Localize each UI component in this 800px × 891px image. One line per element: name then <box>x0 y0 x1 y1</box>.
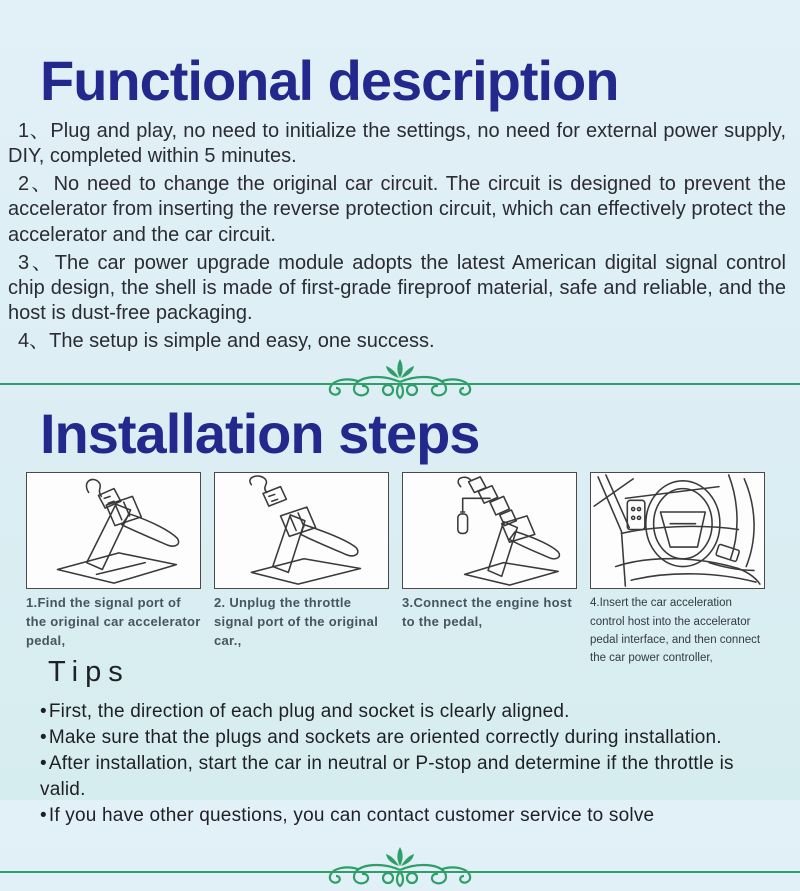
step2-pedal-unplugged-icon <box>214 472 389 589</box>
flourish-ornament-icon <box>280 357 520 403</box>
flourish-divider-top <box>0 357 800 399</box>
feature-item-1: 1、Plug and play, no need to initialize the settings, no need for external power supply, DIY, completed within 5 minutes. <box>8 119 786 167</box>
step3-pedal-with-host-chain-icon <box>402 472 577 589</box>
step-panel-1 <box>26 472 203 668</box>
flourish-ornament-icon <box>280 845 520 891</box>
tip-item-4: • If you have other questions, you can contact customer service to solve <box>40 803 780 829</box>
tip-item-2: • Make sure that the plugs and sockets are oriented correctly during installation. <box>40 725 780 751</box>
step1-pedal-with-plug-icon <box>26 472 201 589</box>
step2-caption: 2. Unplug the throttle signal port of the original car., <box>214 595 379 648</box>
tip-item-3: • After installation, start the car in neutral or P-stop and determine if the throttle is valid. <box>40 751 780 803</box>
installation-steps-row <box>0 464 800 668</box>
feature-item-4: 4、The setup is simple and easy, one success. <box>18 330 435 353</box>
feature-item-3: 3、The car power upgrade module adopts the latest American digital signal control chip design, the shell is made of first-grade fireproof material, safe and reliable, and the host is dust-free packaging. <box>8 251 786 325</box>
tips-list <box>0 699 800 829</box>
step1-caption: 1.Find the signal port of the original car accelerator pedal, <box>26 595 201 648</box>
step4-dashboard-steering-wheel-icon <box>590 472 765 589</box>
flourish-divider-bottom <box>0 845 800 887</box>
functional-description-title: Functional description <box>40 49 619 112</box>
step-panel-4 <box>590 472 767 668</box>
tip-item-1: • First, the direction of each plug and socket is clearly aligned. <box>40 699 780 725</box>
step-panel-2 <box>214 472 391 668</box>
step-panel-3 <box>402 472 579 668</box>
step4-caption: 4.Insert the car acceleration control host into the accelerator pedal interface, and then connect the car power controller, <box>590 597 761 665</box>
feature-item-2: 2、No need to change the original car circuit. The circuit is designed to prevent the accelerator from inserting the reverse protection circuit, which can effectively protect the accelerator and the car circuit. <box>8 173 786 246</box>
installation-steps-title: Installation steps <box>40 402 480 466</box>
tips-title: Tips <box>48 655 130 688</box>
step3-caption: 3.Connect the engine host to the pedal, <box>402 595 573 630</box>
feature-list <box>0 111 800 355</box>
